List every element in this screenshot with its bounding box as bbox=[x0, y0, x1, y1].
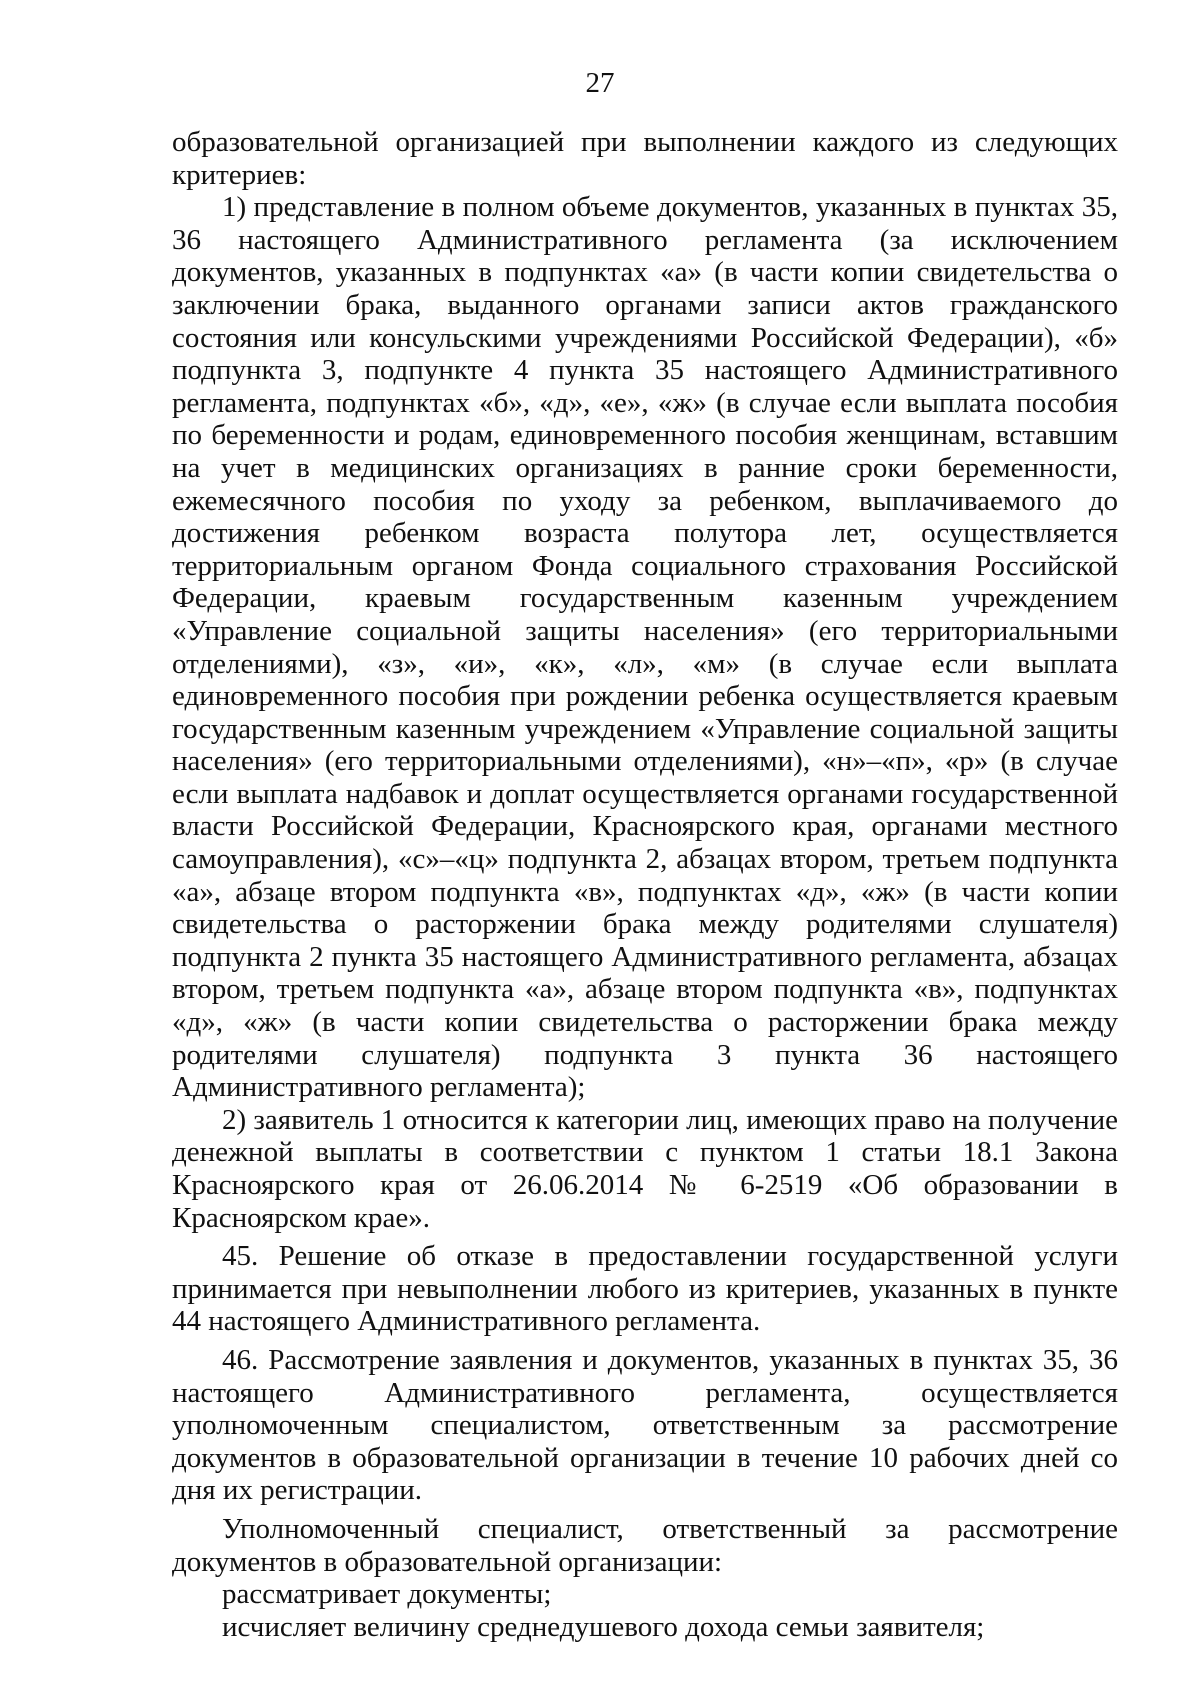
paragraph-duty-income: исчисляет величину среднедушевого дохода семьи заявителя; bbox=[222, 1610, 985, 1643]
paragraph-duty-review: рассматривает документы; bbox=[222, 1578, 552, 1611]
paragraph-criterion-1: 1) представление в полном объеме документов, указанных в пунктах 35, 36 настоящего Административного регламента (за исключением документов, указанных в подпунктах «а» (в части копии свидетельства о заключении брака, выданного органами записи актов гражданского состояния или консульскими учреждениями Российской Федерации), «б» подпункта 3, подпункте 4 пункта 35 настоящего Административного регламента, подпунктах «б», «д», «е», «ж» (в случае если выплата пособия по беременности и родам, единовременного пособия женщинам, вставшим на учет в медицинских организациях в ранние сроки беременности, ежемесячного пособия по уходу за ребенком, выплачиваемого до достижения ребенком возраста полутора лет, осуществляется территориальным органом Фонда социального страхования Российской Федерации, краевым государственным казенным учреждением «Управление социальной защиты населения» (его территориальными отделениями), «з», «и», «к», «л», «м» (в случае если выплата единовременного пособия при рождении ребенка осуществляется краевым государственным казенным учреждением «Управление социальной защиты населения» (его территориальными отделениями), «н»–«п», «р» (в случае если выплата надбавок и доплат осуществляется органами государственной власти Российской Федерации, Красноярского края, органами местного самоуправления), «с»–«ц» подпункта 2, абзацах втором, третьем подпункта «а», абзаце втором подпункта «в», подпунктах «д», «ж» (в части копии свидетельства о расторжении брака между родителями слушателя) подпункта 2 пункта 35 настоящего Административного регламента, абзацах втором, третьем подпункта «а», абзаце втором подпункта «в», подпунктах «д», «ж» (в части копии свидетельства о расторжении брака между родителями слушателя) подпункта 3 пункта 36 настоящего Административного регламента); bbox=[172, 191, 1118, 1104]
paragraph-item-46: 46. Рассмотрение заявления и документов, указанных в пунктах 35, 36 настоящего Административного регламента, осуществляется уполномоченным специалистом, ответственным за рассмотрение документов в образовательной организации в течение 10 рабочих дней со дня их регистрации. bbox=[172, 1343, 1118, 1507]
page-number: 27 bbox=[585, 67, 615, 99]
document-body bbox=[172, 126, 1118, 1643]
paragraph-criterion-2: 2) заявитель 1 относится к категории лиц, имеющих право на получение денежной выплаты в соответствии с пунктом 1 статьи 18.1 Закона Красноярского края от 26.06.2014 № 6-2519 «Об образовании в Красноярском крае». bbox=[172, 1103, 1118, 1234]
paragraph-criteria-intro: образовательной организацией при выполнении каждого из следующих критериев: bbox=[172, 126, 1118, 191]
paragraph-specialist-duties: Уполномоченный специалист, ответственный за рассмотрение документов в образовательной организации: bbox=[172, 1512, 1118, 1578]
paragraph-item-45: 45. Решение об отказе в предоставлении государственной услуги принимается при невыполнении любого из критериев, указанных в пункте 44 настоящего Административного регламента. bbox=[172, 1240, 1118, 1338]
